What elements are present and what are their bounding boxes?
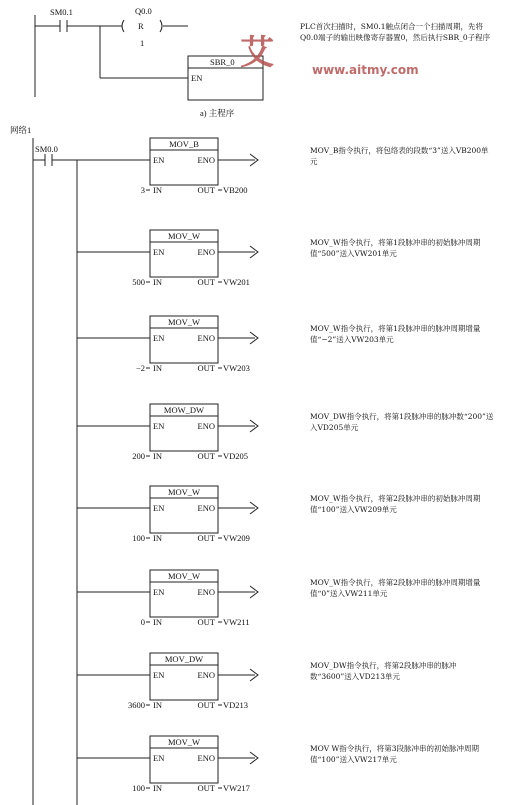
block-7-out-value: VD213 [223, 700, 249, 710]
block-4-name: MOW_DW [163, 405, 205, 415]
block-6-en: EN [153, 587, 165, 597]
block-7-note: MOV_DW指令执行，将第2段脉冲串的脉冲数“3600”送入VD213单元 [310, 661, 457, 681]
block-4-note: MOV_DW指令执行，将第1段脉冲串的脉冲数“200”送入VD205单元 [310, 412, 494, 432]
block-2-in-label: IN [153, 277, 162, 287]
block-7-out-label: OUT [197, 700, 215, 710]
network-title: 网络1 [10, 125, 32, 135]
block-4-out-value: VD205 [223, 451, 249, 461]
block-3-en: EN [153, 333, 165, 343]
q00-label: Q0.0 [135, 6, 152, 16]
block-8-in-value: 100 [132, 783, 145, 793]
block-6-in-value: 0 [140, 617, 145, 627]
move-blocks [77, 138, 258, 793]
block-6-name: MOV_W [167, 571, 201, 581]
coil-count-label: 1 [140, 38, 145, 48]
block-7-eno: ENO [197, 670, 215, 680]
block-5-eno: ENO [197, 503, 215, 513]
block-8-out-value: VW217 [223, 783, 250, 793]
reset-coil-left [122, 20, 124, 32]
block-8-in-label: IN [153, 783, 162, 793]
block-5-out-value: VW209 [223, 533, 250, 543]
sbr0-en-label: EN [191, 73, 203, 83]
sm00-label: SM0.0 [35, 144, 58, 154]
block-5-en: EN [153, 503, 165, 513]
block-3-eno: ENO [197, 333, 215, 343]
block-3-out-label: OUT [197, 363, 215, 373]
block-2-eno: ENO [197, 247, 215, 257]
block-1-en: EN [153, 155, 165, 165]
block-1-name: MOV_B [169, 139, 199, 149]
block-6-out-label: OUT [197, 617, 215, 627]
block-3-out-value: VW203 [223, 363, 250, 373]
block-5-out-label: OUT [197, 533, 215, 543]
block-5-note: MOV_W指令执行，将第2段脉冲串的初始脉冲周期值“100”送入VW209单元 [310, 494, 481, 514]
block-1-eno: ENO [197, 155, 215, 165]
block-1-out-value: VB200 [223, 185, 248, 195]
block-8-note: MOV W指令执行，将第3段脉冲串的初始脉冲周期值“100”送入VW217单元 [310, 744, 479, 764]
block-1-out-label: OUT [197, 185, 215, 195]
main-program-caption: a) 主程序 [200, 108, 235, 118]
block-7-en: EN [153, 670, 165, 680]
block-7-in-label: IN [153, 700, 162, 710]
block-2-out-value: VW201 [223, 277, 250, 287]
block-7-name: MOV_DW [164, 654, 204, 664]
block-6-note: MOV_W指令执行，将第2段脉冲串的脉冲周期增量值“0”送入VW211单元 [310, 578, 481, 598]
block-1-in-value: 3 [140, 185, 145, 195]
block-8-out-label: OUT [197, 783, 215, 793]
block-7-in-value: 3600 [128, 700, 145, 710]
block-5-in-label: IN [153, 533, 162, 543]
block-5-name: MOV_W [167, 487, 201, 497]
main-program [35, 6, 263, 118]
block-5-in-value: 100 [132, 533, 145, 543]
block-2-in-value: 500 [132, 277, 145, 287]
block-2-en: EN [153, 247, 165, 257]
block-4-in-label: IN [153, 451, 162, 461]
block-4-in-value: 200 [132, 451, 145, 461]
sm01-label: SM0.1 [50, 7, 73, 17]
block-3-note: MOV_W指令执行，将第1段脉冲串的脉冲周期增量值“−2”送入VW203单元 [310, 324, 481, 344]
coil-type-label: R [138, 21, 144, 31]
block-1-note: MOV_B指令执行，将包络表的段数“3”送入VB200单元 [310, 146, 489, 166]
block-6-in-label: IN [153, 617, 162, 627]
block-2-out-label: OUT [197, 277, 215, 287]
block-3-in-label: IN [153, 363, 162, 373]
block-1-in-label: IN [153, 185, 162, 195]
block-8-en: EN [153, 753, 165, 763]
block-3-name: MOV_W [167, 317, 201, 327]
block-3-in-value: −2 [135, 363, 145, 373]
main-program-note: PLC首次扫描时，SM0.1触点闭合一个扫描周期，先将Q0.0端子的输出映像寄存器置0，然后执行SBR_0子程序 [300, 22, 491, 42]
block-4-en: EN [153, 421, 165, 431]
watermark-logo: 艾 [240, 33, 274, 73]
block-2-name: MOV_W [167, 231, 201, 241]
watermark-url: www.aitmy.com [312, 63, 419, 77]
block-8-name: MOV_W [167, 737, 201, 747]
block-4-out-label: OUT [197, 451, 215, 461]
reset-coil-right [160, 20, 162, 32]
block-6-out-value: VW211 [223, 617, 250, 627]
block-4-eno: ENO [197, 421, 215, 431]
block-8-eno: ENO [197, 753, 215, 763]
sbr0-label: SBR_0 [210, 57, 235, 67]
block-2-note: MOV_W指令执行，将第1段脉冲串的初始脉冲周期值“500”送入VW201单元 [310, 238, 481, 258]
block-6-eno: ENO [197, 587, 215, 597]
